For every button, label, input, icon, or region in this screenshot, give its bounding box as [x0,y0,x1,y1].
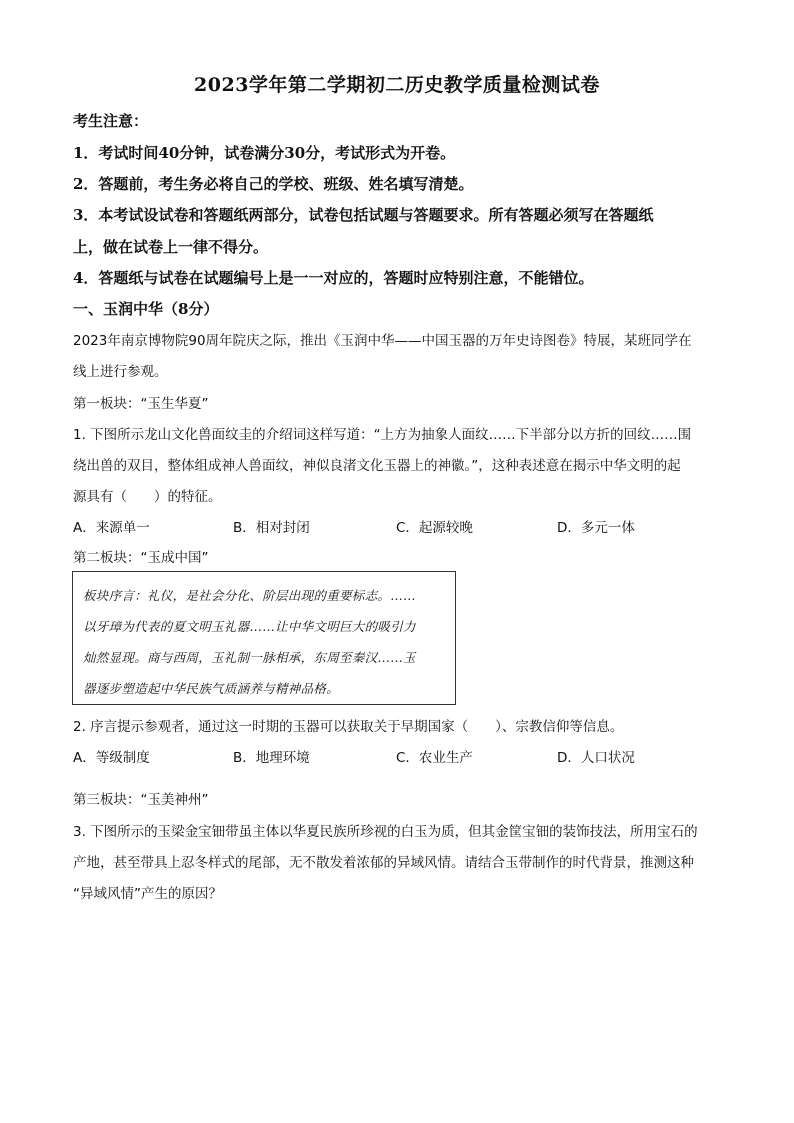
question-3-line-3: “异域风情”产生的原因？ [73,886,222,902]
page-title: 2023学年第二学期初二历史教学质量检测试卷 [194,74,600,96]
q2-option-a: A．等级制度 [73,750,150,766]
question-1-line-3: 源具有（ ）的特征。 [73,489,222,505]
notice-item-1: 1．考试时间40分钟，试卷满分30分，考试形式为开卷。 [73,144,456,162]
question-1-line-2: 绕出兽的双目，整体组成神人兽面纹，神似良渚文化玉器上的神徽。”，这种表述意在揭示中华文明的起 [73,458,681,474]
q2-option-c: C．农业生产 [396,750,473,766]
q1-option-d: D．多元一体 [557,520,635,536]
notice-item-2: 2．答题前，考生务必将自己的学校、班级、姓名填写清楚。 [73,175,474,193]
preface-line-1: 板块序言：礼仪，是社会分化、阶层出现的重要标志。…… [83,588,416,603]
board-3-heading: 第三板块：“玉美神州” [73,792,209,808]
question-3-line-1: 3. 下图所示的玉梁金宝钿带虽主体以华夏民族所珍视的白玉为质，但其金筐宝钿的装饰技法，所用宝石的 [73,824,698,840]
section-intro-line-1: 2023年南京博物院90周年院庆之际，推出《玉润中华——中国玉器的万年史诗图卷》特展，某班同学在 [73,333,692,349]
notice-heading: 考生注意： [73,112,149,130]
preface-line-4: 器逐步塑造起中华民族气质涵养与精神品格。 [83,681,340,696]
q1-option-a: A．来源单一 [73,520,150,536]
question-2: 2. 序言提示参观者，通过这一时期的玉器可以获取关于早期国家（ ）、宗教信仰等信息。 [73,719,624,735]
preface-line-2: 以牙璋为代表的夏文明玉礼器……让中华文明巨大的吸引力 [83,619,416,634]
notice-item-3: 3．本考试设试卷和答题纸两部分，试卷包括试题与答题要求。所有答题必须写在答题纸 [73,206,654,224]
board-1-heading: 第一板块：“玉生华夏” [73,396,209,412]
question-1-line-1: 1. 下图所示龙山文化兽面纹圭的介绍词这样写道：“上方为抽象人面纹……下半部分以方折的回纹……围 [73,427,692,443]
preface-box [72,571,456,705]
q2-option-b: B．地理环境 [233,750,310,766]
notice-item-4: 4．答题纸与试卷在试题编号上是一一对应的，答题时应特别注意，不能错位。 [73,269,594,287]
section-intro-line-2: 线上进行参观。 [73,364,168,380]
q1-option-c: C．起源较晚 [396,520,473,536]
q1-option-b: B．相对封闭 [233,520,310,536]
section-heading: 一、玉润中华（8分） [73,300,219,318]
q2-option-d: D．人口状况 [557,750,635,766]
question-3-line-2: 产地，甚至带具上忍冬样式的尾部，无不散发着浓郁的异域风情。请结合玉带制作的时代背景，推测这种 [73,855,694,871]
board-2-heading: 第二板块：“玉成中国” [73,550,209,566]
notice-item-3-cont: 上，做在试卷上一律不得分。 [73,238,269,256]
preface-line-3: 灿然显现。商与西周，玉礼制一脉相承，东周至秦汉……玉 [83,650,416,665]
